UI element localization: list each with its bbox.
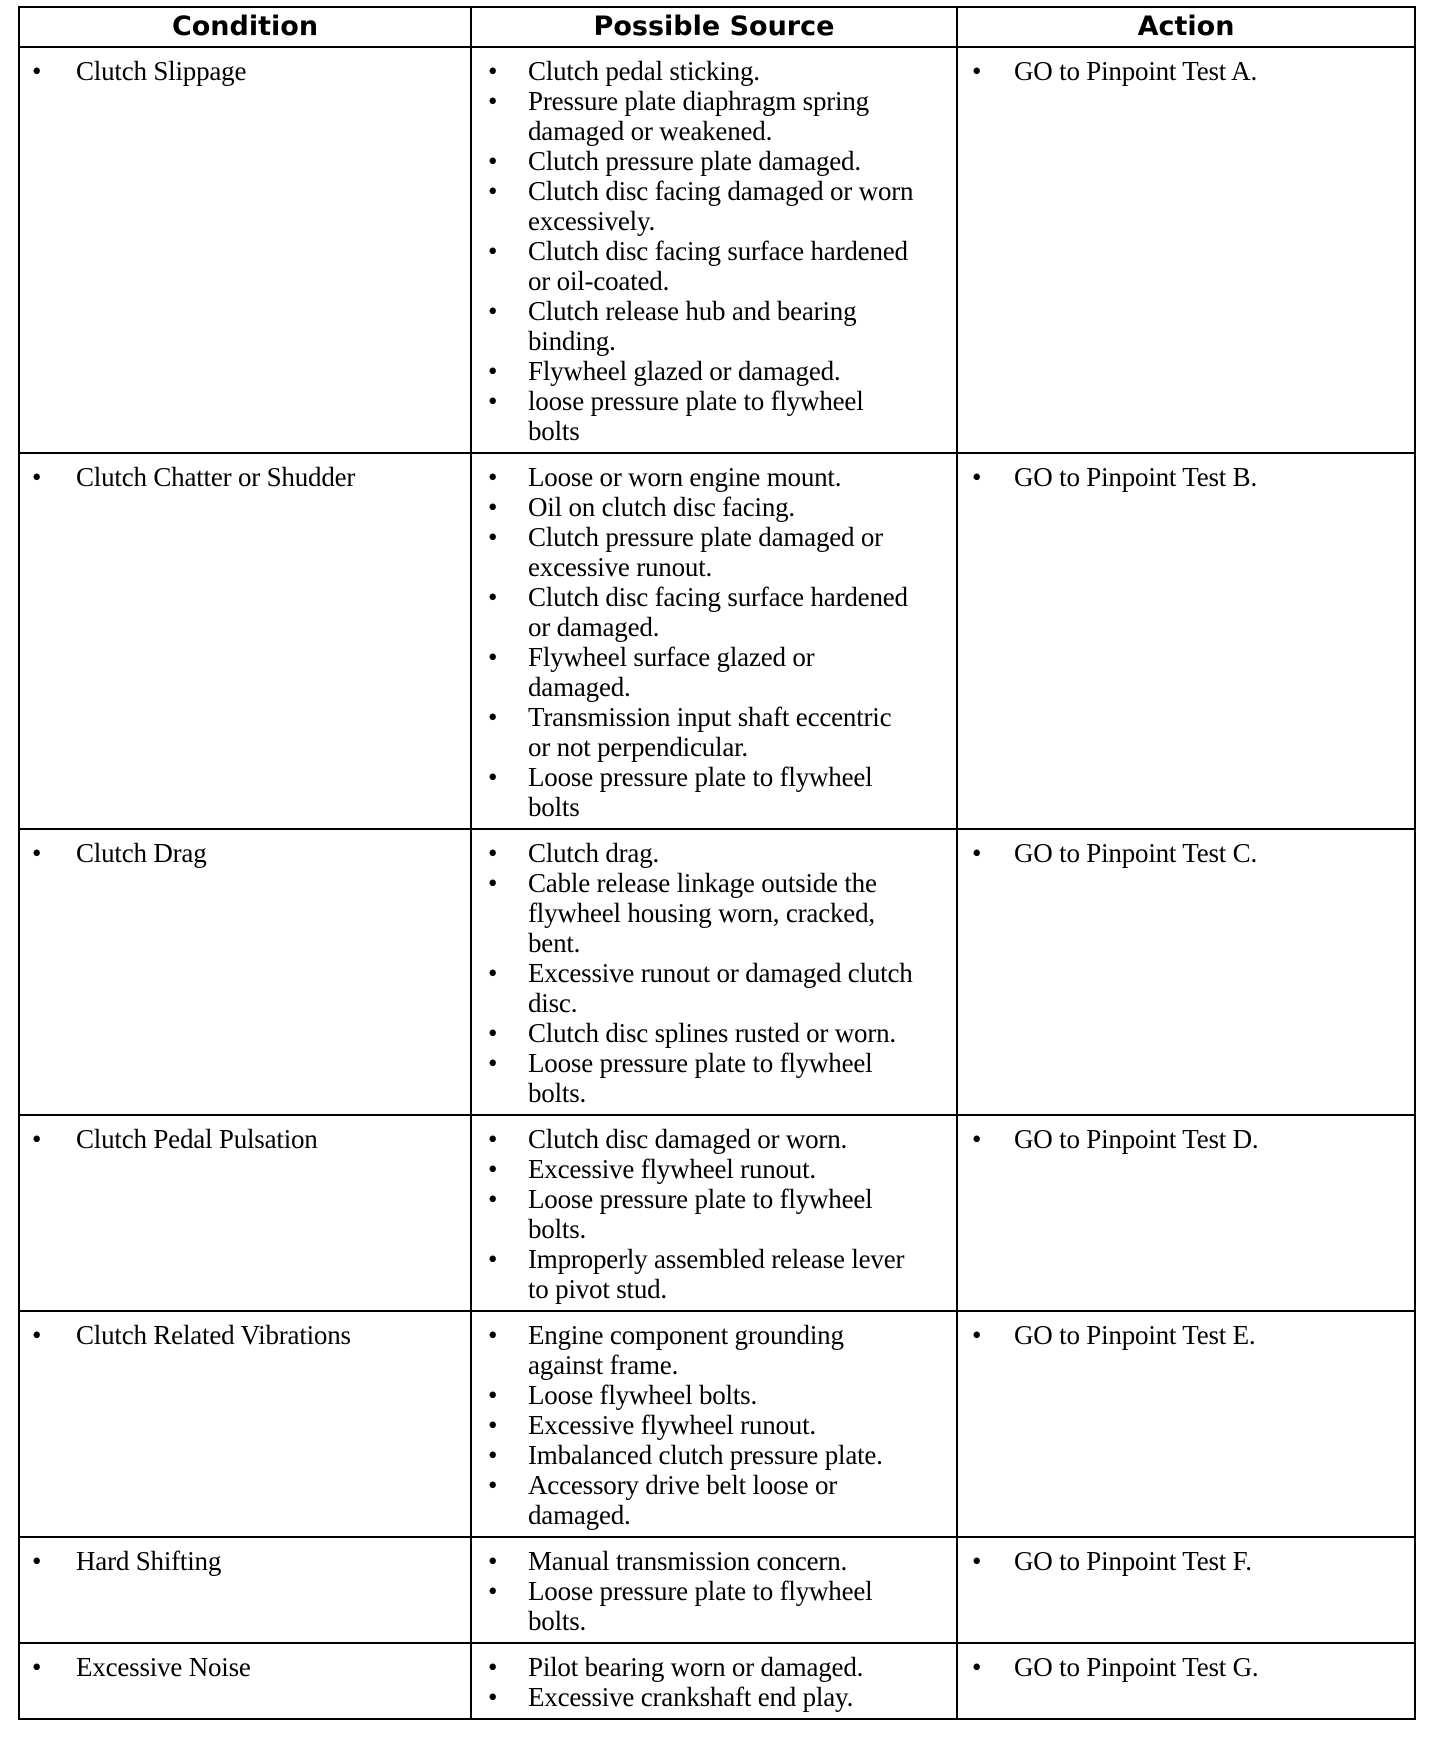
possible-source-item: • Clutch disc damaged or worn. [472,1124,956,1154]
possible-source-item: • Clutch disc facing damaged or worn excessively. [472,176,956,236]
condition-item: • Excessive Noise [20,1652,470,1682]
table-row [19,829,1415,1115]
table-row [19,453,1415,829]
action-item: • GO to Pinpoint Test E. [958,1320,1414,1350]
header-possible-source: Possible Source [471,7,957,47]
action-cell [957,829,1415,1115]
possible-source-list [472,1538,956,1642]
possible-source-cell [471,47,957,453]
possible-source-list [472,1644,956,1718]
condition-cell [19,453,471,829]
action-list [958,1116,1414,1160]
condition-cell [19,1537,471,1643]
possible-source-item: • Cable release linkage outside the flywheel housing worn, cracked, bent. [472,868,956,958]
possible-source-item: • Flywheel glazed or damaged. [472,356,956,386]
possible-source-item: • Clutch disc facing surface hardened or damaged. [472,582,956,642]
possible-source-item: • loose pressure plate to flywheel bolts [472,386,956,446]
possible-source-item: • Clutch pedal sticking. [472,56,956,86]
header-condition: Condition [19,7,471,47]
possible-source-cell [471,1537,957,1643]
header-action: Action [957,7,1415,47]
table-row [19,47,1415,453]
condition-list [20,1538,470,1582]
table-row [19,1643,1415,1719]
possible-source-item: • Excessive runout or damaged clutch disc. [472,958,956,1018]
possible-source-item: • Oil on clutch disc facing. [472,492,956,522]
possible-source-list [472,1116,956,1310]
possible-source-item: • Imbalanced clutch pressure plate. [472,1440,956,1470]
condition-list [20,48,470,92]
possible-source-item: • Loose pressure plate to flywheel bolts. [472,1184,956,1244]
possible-source-item: • Excessive crankshaft end play. [472,1682,956,1712]
action-list [958,1312,1414,1356]
condition-item: • Clutch Pedal Pulsation [20,1124,470,1154]
action-item: • GO to Pinpoint Test D. [958,1124,1414,1154]
table-row [19,1115,1415,1311]
action-cell [957,1311,1415,1537]
diagnosis-table [18,6,1416,1720]
possible-source-item: • Loose flywheel bolts. [472,1380,956,1410]
condition-cell [19,1115,471,1311]
possible-source-item: • Clutch drag. [472,838,956,868]
possible-source-item: • Engine component grounding against frame. [472,1320,956,1380]
action-cell [957,1537,1415,1643]
possible-source-item: • Excessive flywheel runout. [472,1154,956,1184]
condition-cell [19,829,471,1115]
action-item: • GO to Pinpoint Test C. [958,838,1414,868]
condition-list [20,1116,470,1160]
table-body [19,47,1415,1719]
action-item: • GO to Pinpoint Test F. [958,1546,1414,1576]
possible-source-cell [471,1115,957,1311]
condition-item: • Clutch Slippage [20,56,470,86]
possible-source-item: • Clutch pressure plate damaged. [472,146,956,176]
condition-list [20,830,470,874]
possible-source-cell [471,829,957,1115]
condition-item: • Clutch Related Vibrations [20,1320,470,1350]
action-list [958,830,1414,874]
condition-item: • Clutch Drag [20,838,470,868]
possible-source-cell [471,453,957,829]
action-cell [957,1643,1415,1719]
header-row [19,7,1415,47]
possible-source-item: • Manual transmission concern. [472,1546,956,1576]
possible-source-item: • Loose pressure plate to flywheel bolts. [472,1048,956,1108]
possible-source-item: • Loose or worn engine mount. [472,462,956,492]
condition-item: • Hard Shifting [20,1546,470,1576]
possible-source-item: • Loose pressure plate to flywheel bolts [472,762,956,822]
possible-source-item: • Accessory drive belt loose or damaged. [472,1470,956,1530]
action-list [958,48,1414,92]
possible-source-item: • Pressure plate diaphragm spring damaged or weakened. [472,86,956,146]
condition-item: • Clutch Chatter or Shudder [20,462,470,492]
condition-list [20,1644,470,1688]
possible-source-item: • Flywheel surface glazed or damaged. [472,642,956,702]
condition-list [20,1312,470,1356]
action-cell [957,1115,1415,1311]
possible-source-cell [471,1311,957,1537]
condition-cell [19,1311,471,1537]
table-row [19,1537,1415,1643]
possible-source-item: • Improperly assembled release lever to pivot stud. [472,1244,956,1304]
possible-source-item: • Loose pressure plate to flywheel bolts. [472,1576,956,1636]
possible-source-item: • Clutch release hub and bearing binding. [472,296,956,356]
possible-source-list [472,1312,956,1536]
possible-source-list [472,830,956,1114]
possible-source-item: • Transmission input shaft eccentric or not perpendicular. [472,702,956,762]
possible-source-list [472,48,956,452]
action-item: • GO to Pinpoint Test A. [958,56,1414,86]
action-item: • GO to Pinpoint Test G. [958,1652,1414,1682]
possible-source-item: • Pilot bearing worn or damaged. [472,1652,956,1682]
action-list [958,454,1414,498]
possible-source-item: • Excessive flywheel runout. [472,1410,956,1440]
action-cell [957,47,1415,453]
condition-list [20,454,470,498]
table-row [19,1311,1415,1537]
action-list [958,1538,1414,1582]
action-list [958,1644,1414,1688]
possible-source-cell [471,1643,957,1719]
possible-source-item: • Clutch pressure plate damaged or excessive runout. [472,522,956,582]
action-cell [957,453,1415,829]
possible-source-item: • Clutch disc facing surface hardened or oil-coated. [472,236,956,296]
action-item: • GO to Pinpoint Test B. [958,462,1414,492]
possible-source-list [472,454,956,828]
condition-cell [19,47,471,453]
condition-cell [19,1643,471,1719]
possible-source-item: • Clutch disc splines rusted or worn. [472,1018,956,1048]
